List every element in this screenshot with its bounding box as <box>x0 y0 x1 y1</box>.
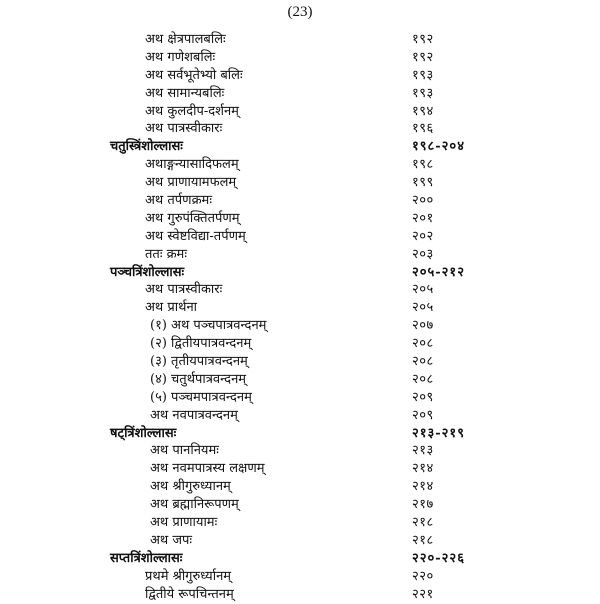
entry-title: अथ सामान्यबलिः <box>145 85 225 101</box>
entry-page-number: १९२ <box>412 49 434 65</box>
entry-page-number: २१४ <box>412 461 434 477</box>
entry-title: अथ जपः <box>150 532 193 548</box>
entry-title: अथ श्रीगुरुध्यानम् <box>150 479 231 495</box>
section-page-range: २२०-२२६ <box>412 550 465 566</box>
toc-entry <box>0 246 600 264</box>
entry-page-number: २०५ <box>412 282 434 298</box>
entry-title: ततः क्रमः <box>145 246 187 262</box>
entry-page-number: १९८ <box>412 157 434 173</box>
entry-title: अथाङ्गन्यासादिफलम् <box>145 157 239 173</box>
toc-entry <box>0 442 600 460</box>
entry-page-number: २१८ <box>412 532 434 548</box>
section-page-range: १९८-२०४ <box>412 139 465 155</box>
toc-section-heading <box>0 550 600 568</box>
toc-entry <box>0 353 600 371</box>
entry-page-number: २२१ <box>412 586 434 602</box>
entry-page-number: १९२ <box>412 32 434 47</box>
entry-title: अथ स्वेष्टविद्या-तर्पणम् <box>145 228 246 244</box>
entry-title: (२) द्वितीयपात्रवन्दनम् <box>150 336 252 352</box>
entry-page-number: २०० <box>412 193 434 209</box>
toc-entry <box>0 156 600 174</box>
toc-entry <box>0 31 600 49</box>
entry-title: (१) अथ पञ्चपात्रवन्दनम् <box>150 318 267 334</box>
toc-entry <box>0 103 600 121</box>
toc-section-heading <box>0 138 600 156</box>
entry-title: अथ पात्रस्वीकारः <box>145 282 223 298</box>
section-page-range: २१३-२१९ <box>412 425 465 441</box>
entry-page-number: २१३ <box>412 443 434 459</box>
entry-title: अथ नवपात्रवन्दनम् <box>150 407 238 423</box>
entry-title: (३) तृतीयपात्रवन्दनम् <box>150 354 248 370</box>
toc-entry <box>0 210 600 228</box>
entry-page-number: १९६ <box>412 121 434 137</box>
toc-entry <box>0 407 600 425</box>
section-title: सप्तत्रिंशोल्लासः <box>110 550 183 566</box>
toc-entry <box>0 192 600 210</box>
toc-entry <box>0 389 600 407</box>
entry-page-number: २०९ <box>412 389 434 405</box>
entry-page-number: २०५ <box>412 300 434 316</box>
toc-entry <box>0 85 600 103</box>
section-page-range: २०५-२१२ <box>412 264 465 280</box>
toc-section-heading <box>0 264 600 282</box>
entry-page-number: २१७ <box>412 497 434 513</box>
toc-entry <box>0 496 600 514</box>
toc-entry <box>0 49 600 67</box>
entry-page-number: २०९ <box>412 407 434 423</box>
entry-title: अथ गणेशबलिः <box>145 49 216 65</box>
entry-title: अथ सर्वभूतेभ्यो बलिः <box>145 67 243 83</box>
entry-page-number: १९४ <box>412 103 434 119</box>
toc-entry <box>0 228 600 246</box>
toc-entry <box>0 317 600 335</box>
entry-page-number: २१४ <box>412 479 434 495</box>
entry-title: अथ प्रार्थना <box>145 300 198 316</box>
toc-entry <box>0 371 600 389</box>
entry-page-number: २०८ <box>412 371 434 387</box>
entry-page-number: २१८ <box>412 515 434 531</box>
entry-title: (५) पञ्चमपात्रवन्दनम् <box>150 389 252 405</box>
entry-page-number: २०७ <box>412 318 434 334</box>
entry-page-number: २०३ <box>412 246 434 262</box>
entry-title: अथ पाननियमः <box>150 443 219 459</box>
entry-page-number: २०८ <box>412 336 434 352</box>
entry-title: अथ पात्रस्वीकारः <box>145 121 223 137</box>
entry-title: अथ कुलदीप-दर्शनम् <box>145 103 239 119</box>
entry-title: अथ तर्पणक्रमः <box>145 193 212 209</box>
toc-section-heading <box>0 425 600 443</box>
toc-entry <box>0 281 600 299</box>
toc-entry <box>0 568 600 586</box>
entry-title: अथ गुरुपंक्तितर्पणम् <box>145 210 240 226</box>
toc-entry <box>0 532 600 550</box>
entry-page-number: २०१ <box>412 210 434 226</box>
entry-page-number: २२० <box>412 568 434 584</box>
entry-page-number: १९३ <box>412 67 434 83</box>
page-number: (23) <box>287 4 313 20</box>
toc-entry <box>0 514 600 532</box>
toc-entry <box>0 460 600 478</box>
toc-entry <box>0 478 600 496</box>
toc-entry <box>0 67 600 85</box>
entry-page-number: १९९ <box>412 175 434 191</box>
entry-title: प्रथमे श्रीगुरुर्ध्यानम् <box>145 568 232 584</box>
toc-entry <box>0 335 600 353</box>
toc-entry <box>0 586 600 604</box>
entry-title: अथ प्राणायामः <box>150 515 218 531</box>
entry-title: अथ ब्रह्मानिरूपणम् <box>150 497 239 513</box>
entry-page-number: १९३ <box>412 85 434 101</box>
section-title: चतुस्त्रिंशोल्लासः <box>110 139 183 155</box>
entry-page-number: २०८ <box>412 354 434 370</box>
entry-title: अथ नवमपात्रस्य लक्षणम् <box>150 461 265 477</box>
entry-title: अथ प्राणायामफलम् <box>145 175 237 191</box>
toc-entry <box>0 299 600 317</box>
section-title: पञ्चत्रिंशोल्लासः <box>110 264 185 280</box>
toc-entry <box>0 120 600 138</box>
entry-title: (४) चतुर्थपात्रवन्दनम् <box>150 371 247 387</box>
entry-title: द्वितीये रूपचिन्तनम् <box>145 586 234 602</box>
entry-title: अथ क्षेत्रपालबलिः <box>145 32 226 47</box>
entry-page-number: २०२ <box>412 228 434 244</box>
toc-entry <box>0 174 600 192</box>
table-of-contents <box>0 31 600 604</box>
section-title: षट्त्रिंशोल्लासः <box>110 425 177 441</box>
